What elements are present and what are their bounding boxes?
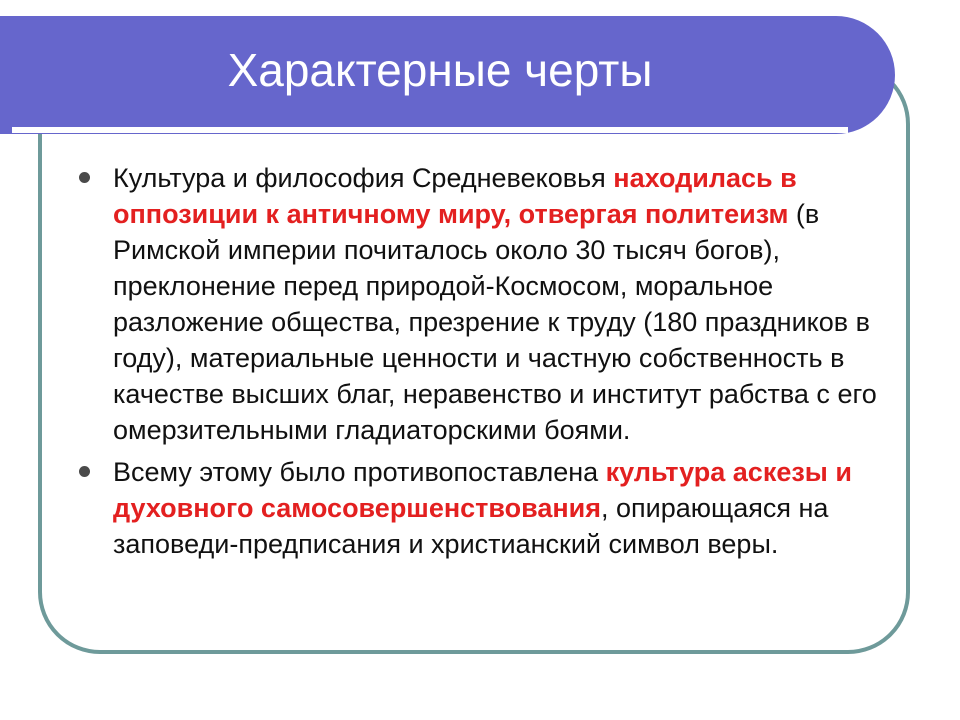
title-underline — [12, 127, 848, 133]
bullet-dot-icon — [79, 466, 90, 477]
slide-title: Характерные черты — [227, 44, 653, 96]
bullet-2-highlight: культура аскезы и духовного самосовершенствования — [113, 457, 852, 523]
bullet-1-text-part-1: Культура и философия Средневековья — [113, 163, 614, 193]
bullet-item-2 — [76, 454, 886, 562]
bullet-2-text-part-3: , опирающаяся на заповеди-предписания и христианский символ веры. — [113, 493, 829, 559]
bullet-item-1 — [76, 160, 886, 448]
bullet-2-text-part-1: Всему этому было противопоставлена — [113, 457, 606, 487]
bullet-list — [76, 160, 886, 568]
bullet-dot-icon — [79, 172, 90, 183]
bullet-1-highlight: находилась в оппозиции к античному миру, отвергая политеизм — [113, 163, 797, 229]
bullet-1-text-part-3: (в Римской империи почиталось около 30 тысяч богов), преклонение перед природой-Космосом, моральное разложение общества, презрение к труду (180 праздников в году), материальные ценности и частную собственность в качестве высших благ, неравенство и институт рабства с его омерзительными гладиаторскими боями. — [113, 199, 877, 445]
